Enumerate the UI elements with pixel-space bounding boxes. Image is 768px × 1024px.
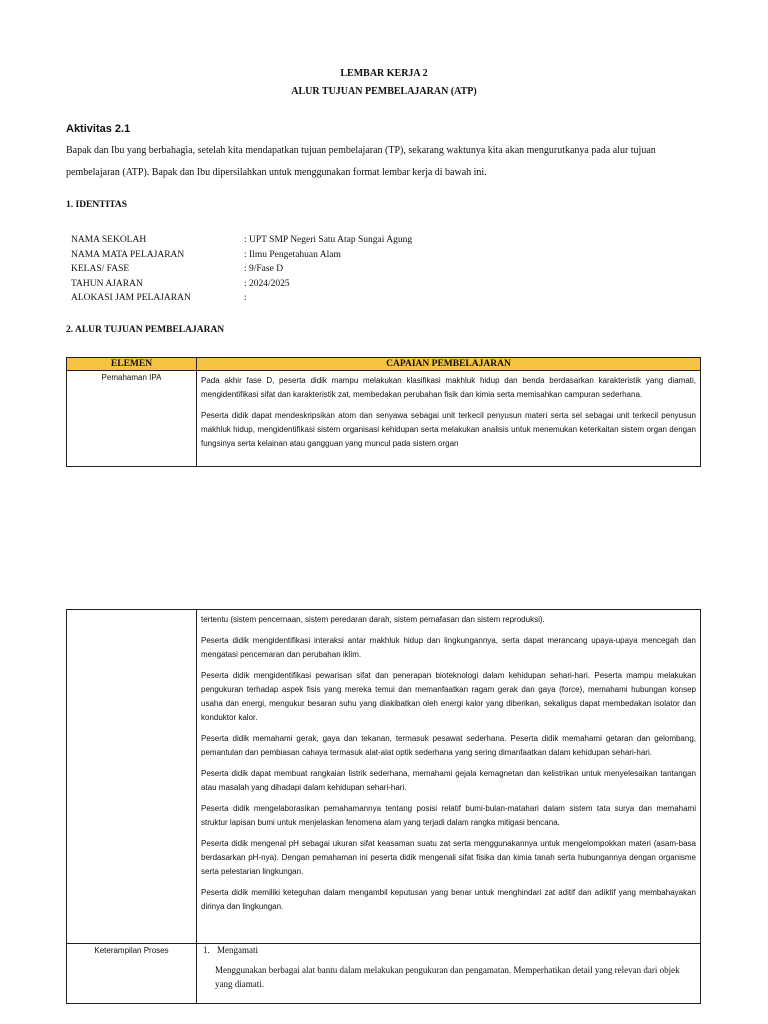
- identitas-row: [71, 291, 412, 306]
- identitas-value: : 9/Fase D: [244, 264, 284, 274]
- item-title: Mengamati: [217, 945, 258, 955]
- capaian-paragraph: Peserta didik dapat mendeskripsikan atom dan senyawa sebagai unit terkecil penyusun materi serta sel sebagai unit terkecil penyusun makhluk hidup, mengidentifikasi sistem organisasi kehidupan serta melakukan analisis untuk menemukan keterkaitan sistem organ dengan fungsinya serta kelainan atau gangguan yang muncul pada sistem organ: [201, 411, 696, 448]
- identitas-list: [71, 233, 412, 306]
- capaian-paragraph: tertentu (sistem pencernaan, sistem peredaran darah, sistem pernafasan dan sistem reproduksi).: [201, 615, 545, 624]
- capaian-paragraph: Peserta didik mengelaborasikan pemahamannya tentang posisi relatif bumi-bulan-matahari dalam sistem tata surya dan memahami struktur lapisan bumi untuk menjelaskan fenomena alam yang terjadi dalam rangka mitigasi bencana.: [201, 804, 696, 827]
- identitas-label: KELAS/ FASE: [71, 264, 130, 274]
- capaian-paragraph: Peserta didik mengidentifikasi pewarisan sifat dan penerapan bioteknologi dalam kehidupan sehari-hari. Peserta mampu melakukan pengukuran terhadap aspek fisis yang mereka temui dan memanfaatkan ragam gerak dan gaya (force), memahami hubungan konsep usaha dan energi, mengukur besaran suhu yang diakibatkan oleh energi kalor yang diberikan, sekaligus dapat membedakan isolator dan konduktor kalor.: [201, 671, 696, 722]
- document-subtitle: ALUR TUJUAN PEMBELAJARAN (ATP): [291, 86, 477, 97]
- identitas-value: : Ilmu Pengetahuan Alam: [244, 249, 341, 260]
- elemen-cell: Keterampilan Proses: [67, 944, 197, 1004]
- section-identitas-heading: 1. IDENTITAS: [66, 200, 128, 210]
- atp-table-part2: [66, 609, 701, 1004]
- capaian-paragraph: Peserta didik memiliki keteguhan dalam mengambil keputusan yang benar untuk menghindari zat aditif dan adiktif yang membahayakan dirinya dan lingkungan.: [201, 888, 696, 911]
- capaian-paragraph: Peserta didik mengenal pH sebagai ukuran sifat keasaman suatu zat serta menggunakannya untuk mengelompokkan materi (asam-basa berdasarkan pH-nya). Dengan pemahaman ini peserta didik mengenali sifat fisika dan kimia tanah serta hubungannya dengan organisme serta pelestarian lingkungan.: [201, 839, 696, 876]
- document-title: LEMBAR KERJA 2: [340, 68, 428, 79]
- identitas-value: : 2024/2025: [244, 278, 290, 289]
- activity-heading: Aktivitas 2.1: [66, 123, 131, 135]
- capaian-paragraph: Peserta didik memahami gerak, gaya dan tekanan, termasuk pesawat sederhana. Peserta didik memahami getaran dan gelombang, pemantulan dan pembiasan cahaya termasuk alat-alat optik sederhana yang sering dimanfaatkan dalam kehidupan sehari-hari.: [201, 734, 696, 757]
- identitas-row: [71, 248, 412, 263]
- identitas-label: ALOKASI JAM PELAJARAN: [71, 293, 191, 303]
- capaian-paragraph: Peserta didik dapat membuat rangkaian listrik sederhana, memahami gejala kemagnetan dan kelistrikan untuk menyelesaikan tantangan atau masalah yang dihadapi dalam kehidupan sehari-hari.: [201, 769, 696, 792]
- identitas-value: :: [244, 293, 247, 303]
- identitas-row: [71, 233, 412, 248]
- identitas-label: NAMA MATA PELAJARAN: [71, 249, 185, 260]
- capaian-cell: [197, 371, 701, 467]
- capaian-paragraph: Pada akhir fase D, peserta didik mampu melakukan klasifikasi makhluk hidup dan benda berdasarkan karakteristik yang diamati, mengidentifikasi sifat dan karakteristik zat, membedakan perubahan fisik dan kimia serta memisahkan campuran sederhana.: [201, 376, 696, 399]
- identitas-row: [71, 262, 412, 277]
- identitas-label: NAMA SEKOLAH: [71, 235, 147, 245]
- numbered-item: [201, 945, 696, 955]
- elemen-cell: [67, 610, 197, 944]
- item-number: 1.: [203, 945, 210, 955]
- atp-table-part1: [66, 357, 701, 467]
- capaian-cell: [197, 610, 701, 944]
- identitas-value: : UPT SMP Negeri Satu Atap Sungai Agung: [244, 235, 413, 245]
- identitas-row: [71, 277, 412, 292]
- capaian-paragraph: Peserta didik mengidentifikasi interaksi antar makhluk hidup dan lingkungannya, serta dapat merancang upaya-upaya mencegah dan mengatasi pencemaran dan perubahan iklim.: [201, 636, 696, 659]
- header-capaian: CAPAIAN PEMBELAJARAN: [197, 358, 701, 371]
- section-atp-heading: 2. ALUR TUJUAN PEMBELAJARAN: [66, 325, 225, 335]
- header-elemen: ELEMEN: [67, 358, 197, 371]
- intro-paragraph: Bapak dan Ibu yang berbahagia, setelah kita mendapatkan tujuan pembelajaran (TP), sekarang waktunya kita akan mengurutkanya pada alur tujuan pembelajaran (ATP). Bapak dan Ibu dipersilahkan untuk menggunakan format lembar kerja di bawah ini.: [66, 145, 656, 178]
- identitas-label: TAHUN AJARAN: [71, 278, 143, 289]
- item-description: Menggunakan berbagai alat bantu dalam melakukan pengukuran dan pengamatan. Memperhatikan detail yang relevan dari objek yang diamati.: [215, 965, 680, 989]
- capaian-cell: [197, 944, 701, 1004]
- elemen-cell: Pemahaman IPA: [67, 371, 197, 467]
